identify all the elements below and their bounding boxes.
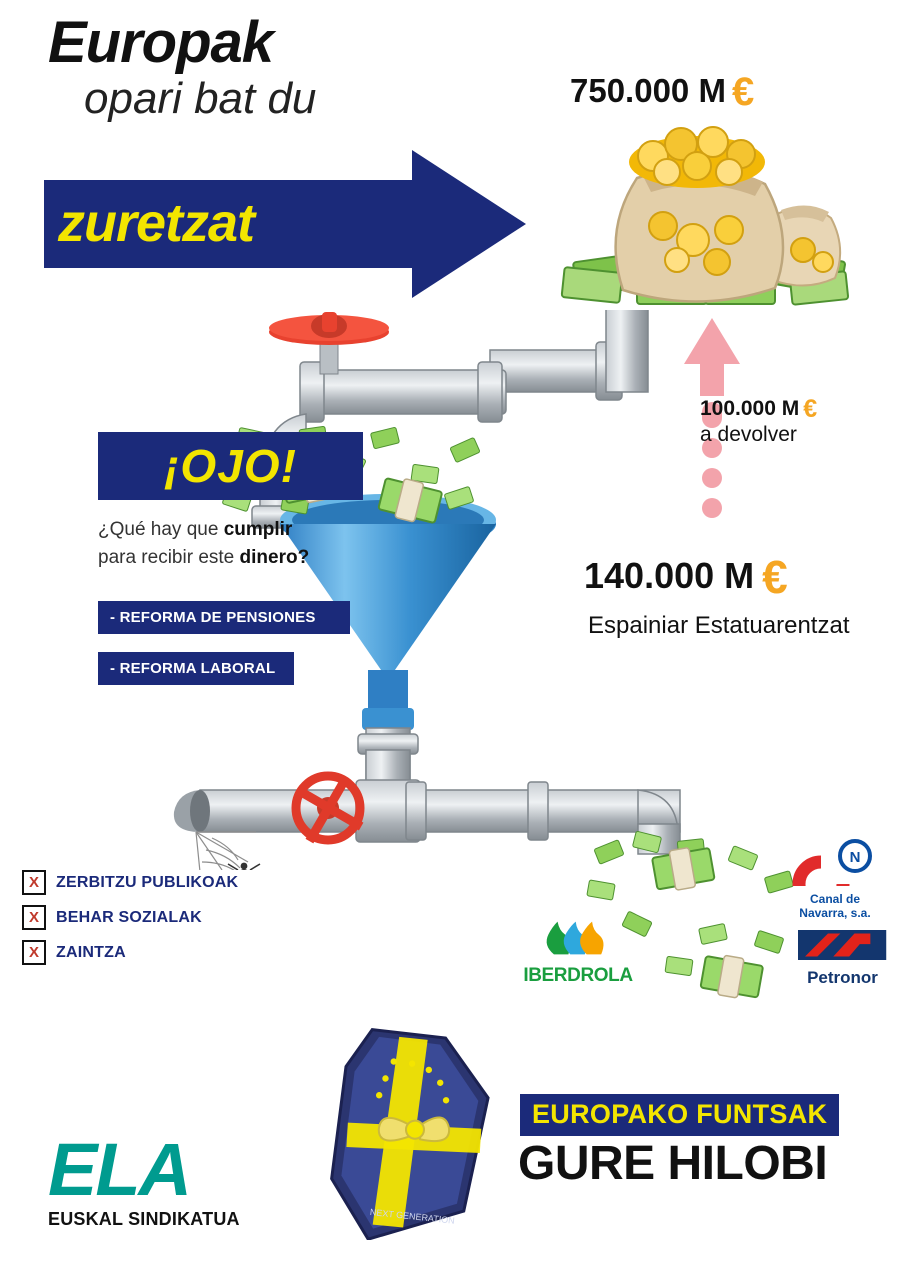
slogan-small: EUROPAKO FUNTSAK	[532, 1099, 828, 1129]
excluded-list	[22, 870, 312, 975]
top-amount	[570, 70, 754, 115]
warning-title: ¡OJO!	[164, 440, 297, 492]
ela-subtitle: EUSKAL SINDIKATUA	[48, 1209, 240, 1230]
big-arrow	[44, 150, 544, 300]
spider-web-icon	[196, 832, 256, 870]
top-amount-value: 750.000 M	[570, 72, 726, 109]
warning-question-bold1: cumplir	[223, 519, 293, 540]
x-checkbox-icon: X	[22, 870, 46, 895]
state-amount-value: 140.000 M	[584, 555, 755, 596]
list-item	[22, 905, 312, 930]
headline-line-1: Europak	[48, 10, 274, 75]
warning-question-bold2: dinero?	[239, 546, 310, 568]
x-checkbox-icon: X	[22, 905, 46, 930]
headline-line-3: zuretzat	[58, 193, 255, 253]
logo-iberdrola	[512, 918, 644, 987]
excluded-label-care: ZAINTZA	[56, 943, 126, 961]
list-item	[22, 870, 312, 895]
petronor-name: Petronor	[807, 968, 878, 987]
canal-line-2: Navarra, s.a.	[799, 905, 871, 920]
return-amount	[700, 395, 817, 424]
ela-name: ELA	[48, 1128, 190, 1211]
ela-logo	[48, 1128, 308, 1230]
iberdrola-flame-icon	[523, 918, 632, 958]
return-amount-note: a devolver	[700, 423, 797, 446]
state-amount-note: Espainiar Estatuarentzat	[588, 612, 850, 639]
warning-question-part1: ¿Qué hay que	[98, 519, 224, 540]
euro-icon: €	[762, 551, 788, 603]
slogan-big: GURE HILOBI	[518, 1137, 828, 1190]
iberdrola-name: IBERDROLA	[523, 965, 633, 986]
canal-text	[775, 893, 895, 921]
arrow-head-icon	[412, 150, 526, 298]
canal-line-1: Canal de	[809, 892, 860, 906]
logo-petronor	[790, 930, 895, 988]
petronor-mark-icon	[798, 930, 886, 960]
svg-text:N: N	[849, 849, 861, 866]
warning-question-part2: para recibir este	[98, 546, 240, 568]
excluded-label-public-services: ZERBITZU PUBLIKOAK	[56, 873, 239, 891]
euro-icon: €	[803, 395, 818, 423]
headline-block	[48, 10, 468, 125]
money-bag-icon	[545, 118, 865, 308]
canal-mark-icon	[775, 838, 895, 886]
logo-canal-de-navarra	[775, 838, 895, 921]
coffin-label: NEXT GENERATION	[369, 1206, 456, 1226]
list-item	[22, 940, 312, 965]
condition-pensions: - REFORMA DE PENSIONES	[98, 601, 350, 634]
tap-valve-icon	[269, 312, 389, 345]
condition-labor: - REFORMA LABORAL	[98, 652, 294, 685]
state-amount	[584, 550, 788, 604]
x-checkbox-icon: X	[22, 940, 46, 965]
warning-title-box	[98, 432, 363, 500]
warning-question	[98, 516, 388, 571]
headline-line-2: opari bat du	[84, 74, 317, 123]
euro-icon: €	[731, 70, 755, 114]
return-amount-value: 100.000 M	[700, 397, 800, 420]
coffin-icon	[305, 1020, 520, 1240]
excluded-label-social-needs: BEHAR SOZIALAK	[56, 908, 202, 926]
slogan-small-box	[520, 1094, 839, 1136]
